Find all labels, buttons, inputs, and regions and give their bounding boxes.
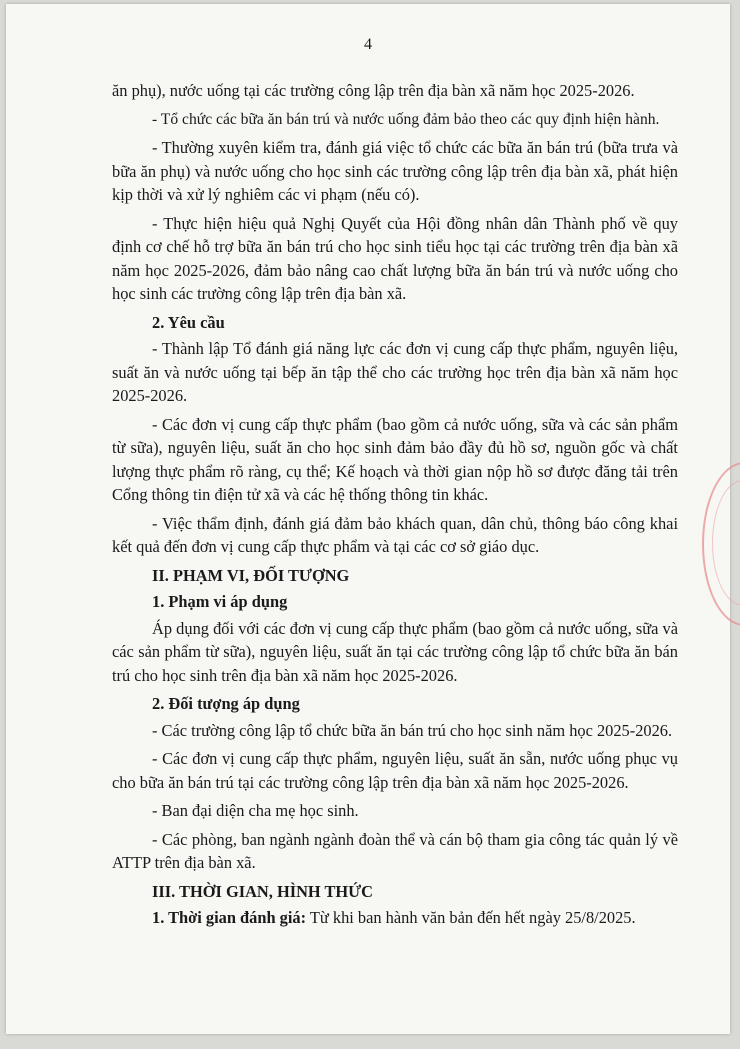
paragraph: ăn phụ), nước uống tại các trường công lập trên địa bàn xã năm học 2025-2026. [112,81,635,100]
paragraph: Áp dụng đối với các đơn vị cung cấp thực phẩm (bao gồm cả nước uống, sữa và các sản phẩm từ sữa), nguyên liệu, suất ăn tại các trường công lập tổ chức bữa ăn bán trú cho học sinh trên địa bàn xã năm học 2025-2026. [112,618,678,685]
paragraph: - Các đơn vị cung cấp thực phẩm, nguyên liệu, suất ăn sẵn, nước uống phục vụ cho bữa ăn bán trú tại các trường công lập trên địa bàn xã năm học 2025-2026. [112,749,678,792]
subsection-heading: 2. Đối tượng áp dụng [152,694,300,713]
document-body [112,79,678,935]
paragraph: - Các trường công lập tổ chức bữa ăn bán trú cho học sinh năm học 2025-2026. [152,720,673,740]
paragraph: - Thường xuyên kiểm tra, đánh giá việc tổ chức các bữa ăn bán trú (bữa trưa và bữa ăn phụ) và nước uống cho học sinh các trường công lập trên địa bàn xã, phát hiện kịp thời và xử lý nghiêm các vi phạm (nếu có). [112,138,678,204]
paragraph: - Việc thẩm định, đánh giá đảm bảo khách quan, dân chủ, thông báo công khai kết quả đến đơn vị cung cấp thực phẩm và tại các cơ sở giáo dục. [112,513,678,556]
paragraph: - Các đơn vị cung cấp thực phẩm (bao gồm cả nước uống, sữa và các sản phẩm từ sữa), nguyên liệu, suất ăn cho học sinh đảm bảo đầy đủ hồ sơ, nguồn gốc và chất lượng thực phẩm rõ ràng, cụ thể; Kế hoạch và thời gian nộp hồ sơ được đăng tải trên Cổng thông tin điện tử xã và các hệ thống thông tin khác. [112,414,678,504]
paragraph: - Tổ chức các bữa ăn bán trú và nước uống đảm bảo theo các quy định hiện hành. [152,110,660,128]
page-number: 4 [364,36,372,53]
paragraph: - Thực hiện hiệu quả Nghị Quyết của Hội đồng nhân dân Thành phố về quy định cơ chế hỗ trợ bữa ăn bán trú cho học sinh tiểu học tại các trường trên địa bàn xã năm học 2025-2026, đảm bảo nâng cao chất lượng bữa ăn bán trú và nước uống cho học sinh các trường công lập trên địa bàn xã. [112,213,678,303]
paragraph [112,906,678,930]
paragraph-label: 1. Thời gian đánh giá: [152,908,307,927]
paragraph: - Ban đại diện cha mẹ học sinh. [152,801,359,820]
section-heading: III. THỜI GIAN, HÌNH THỨC [152,881,374,901]
section-heading: 2. Yêu cầu [152,312,225,332]
paragraph: - Thành lập Tổ đánh giá năng lực các đơn vị cung cấp thực phẩm, nguyên liệu, suất ăn và nước uống tại bếp ăn tập thể cho các trường học trên địa bàn xã năm học 2025-2026. [112,339,678,405]
paragraph: - Các phòng, ban ngành ngành đoàn thể và cán bộ tham gia công tác quản lý về ATTP trên địa bàn xã. [112,829,678,872]
subsection-heading: 1. Phạm vi áp dụng [152,592,288,611]
paragraph-text: Từ khi ban hành văn bản đến hết ngày 25/8/2025. [306,908,636,927]
document-page [6,4,730,1034]
section-heading: II. PHẠM VI, ĐỐI TƯỢNG [152,565,350,585]
